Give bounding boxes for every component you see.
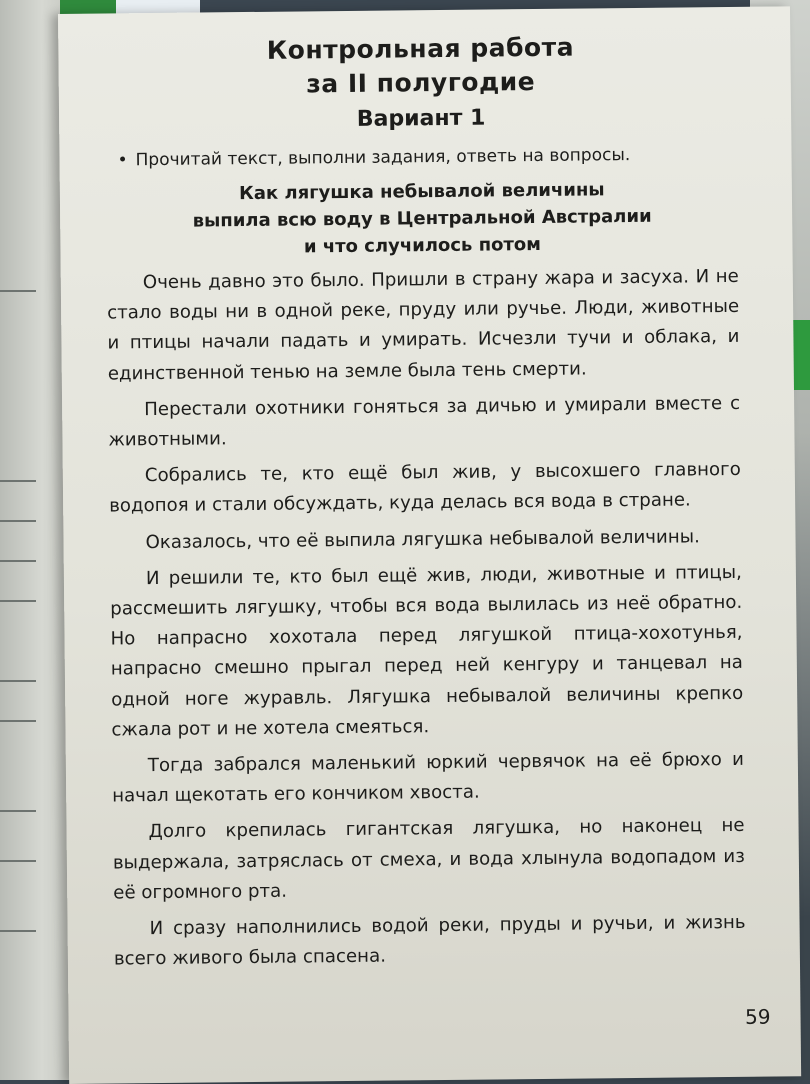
margin-mark bbox=[0, 860, 36, 862]
page-title-line2: за II полугодие bbox=[306, 67, 536, 99]
margin-mark bbox=[0, 810, 36, 812]
story-paragraph-8: И сразу наполнились водой реки, пруды и ручьи, и жизнь всего живого была спасена. bbox=[113, 911, 746, 970]
story-paragraph-3: Собрались те, кто ещё был жив, у высохшего главного водопоя и стали обсуждать, куда делась вся вода в стране. bbox=[109, 459, 741, 517]
margin-mark bbox=[0, 520, 36, 522]
story-title-line2: выпила всю воду в Центральной Австралии bbox=[192, 205, 652, 232]
margin-mark bbox=[0, 720, 36, 722]
story-paragraph-4: Оказалось, что её выпила лягушка небывалой величины. bbox=[145, 525, 700, 553]
margin-mark bbox=[0, 290, 36, 292]
story-paragraph-2: Перестали охотники гоняться за дичью и умирали вместе с животными. bbox=[108, 392, 741, 451]
bullet-icon: • bbox=[117, 150, 128, 171]
story-title-line1: Как лягушка небывалой величины bbox=[239, 179, 605, 205]
page-number: 59 bbox=[744, 1004, 771, 1029]
page-title-line1: Контрольная работа bbox=[266, 32, 575, 65]
variant-heading: Вариант 1 bbox=[356, 105, 486, 132]
page-content bbox=[104, 29, 746, 981]
story-paragraph-5: И решили те, кто был ещё жив, люди, животные и птицы, рассмешить лягушку, чтобы вся вода вылилась из неё обратно. Но напрасно хохотала перед лягушкой птица-хохотунья, напрасно смешно прыгал перед ней кенгуру и танцевал на одной ноге журавль. Лягушка небывалой величины крепко сжала рот и не хотела смеяться. bbox=[110, 561, 744, 741]
story-paragraph-1: Очень давно это было. Пришли в страну жара и засуха. И не стало воды ни в одной реке, пруду или ручье. Люди, животные и птицы начали падать и умирать. Исчезли тучи и облака, и единственной тенью на земле была тень смерти. bbox=[107, 265, 740, 385]
margin-mark bbox=[0, 560, 36, 562]
story-paragraph-7: Долго крепилась гигантская лягушка, но наконец не выдержала, затряслась от смеха, и вода хлынула водопадом из её огромного рта. bbox=[112, 815, 745, 904]
margin-mark bbox=[0, 930, 36, 932]
story-paragraph-6: Тогда забрался маленький юркий червячок на её брюхо и начал щекотать его кончиком хвоста. bbox=[112, 748, 744, 807]
margin-mark bbox=[0, 480, 36, 482]
margin-mark bbox=[0, 680, 36, 682]
instruction bbox=[105, 141, 737, 174]
book-page bbox=[58, 6, 801, 1084]
instruction-text: Прочитай текст, выполни задания, ответь на вопросы. bbox=[135, 145, 631, 171]
margin-mark bbox=[0, 600, 36, 602]
story-title bbox=[106, 175, 739, 263]
story-title-line3: и что случилось потом bbox=[303, 233, 542, 258]
